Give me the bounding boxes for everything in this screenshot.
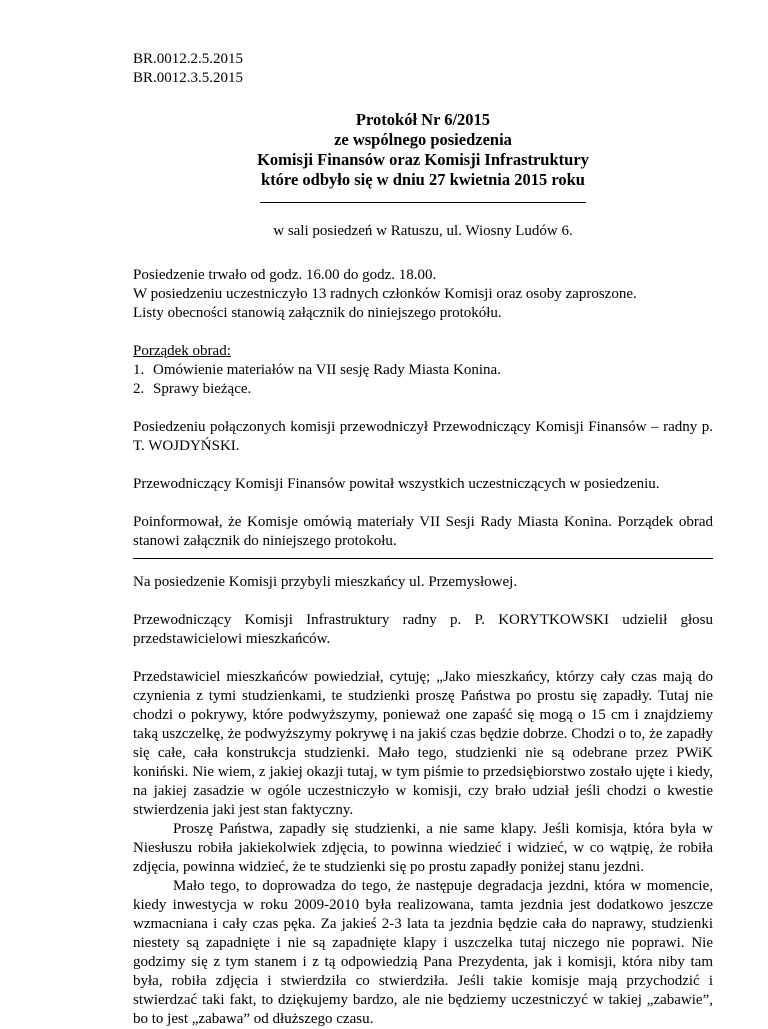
agenda-item [133, 380, 713, 399]
welcome-paragraph: Przewodniczący Komisji Finansów powitał wszystkich uczestniczących w posiedzeniu. [133, 476, 660, 492]
reference-numbers [133, 50, 713, 88]
floor-paragraph: Przewodniczący Komisji Infrastruktury radny p. P. KORYTKOWSKI udzielił głosu przedstawicielowi mieszkańców. [133, 612, 713, 647]
meeting-attendance: Listy obecności stanowią załącznik do niniejszego protokółu. [133, 305, 502, 321]
quote-paragraph: Proszę Państwa, zapadły się studzienki, a nie same klapy. Jeśli komisja, która była w Niesłuszu robiła jakiekolwiek zdjęcia, to powinna wiedzieć i widzieć, w co wątpię, że robiła zdjęcia, powinna widzieć, że te studzienki się po prostu zapadły poniżej stanu jezdni. [133, 821, 713, 875]
agenda-item-number: 1. [133, 362, 145, 378]
meeting-info [133, 266, 713, 323]
agenda-item-text: Omówienie materiałów na VII sesję Rady Miasta Konina. [153, 362, 501, 378]
agenda-list [133, 361, 713, 399]
quote-paragraph: Przedstawiciel mieszkańców powiedział, cytuję; „Jako mieszkańcy, którzy cały czas mają do czynienia z tymi studzienkami, te studzienki proszę Państwa po prostu się zapadły. Tutaj nie chodzi o pokrywy, które podwyższymy, ponieważ one zapaść się mogą o 15 cm i znajdziemy taką uszczelkę, że podwyższymy pokrywę i na jakiś czas będzie dobrze. Chodzi o to, że zapadły się całe, cała konstrukcja studzienki. Mało tego, studzienki nie są odebrane przez PWiK koniński. Nie wiem, z jakiej okazji tutaj, w tym piśmie to przedsiębiorstwo zostało ujęte i kiedy, na jakiej zasadzie w ogóle uczestniczyło w komisji, czy brało udział jeśli chodzi o kwestie stwierdzenia jaki jest stan faktyczny. [133, 669, 713, 818]
section-divider [133, 558, 713, 559]
title-underline [260, 202, 586, 203]
title-line: Protokół Nr 6/2015 [355, 110, 491, 129]
agenda-item-number: 2. [133, 381, 145, 397]
agenda-item-text: Sprawy bieżące. [153, 381, 252, 397]
info-paragraph: Poinformował, że Komisje omówią materiały VII Sesji Rady Miasta Konina. Porządek obrad stanowi załącznik do niniejszego protokołu. [133, 514, 713, 549]
reference-number: BR.0012.2.5.2015 [133, 51, 244, 67]
agenda-heading: Porządek obrad: [133, 343, 231, 359]
venue-line: w sali posiedzeń w Ratuszu, ul. Wiosny Ludów 6. [273, 223, 573, 239]
agenda-item [133, 361, 713, 380]
agenda [133, 342, 713, 399]
meeting-participants: W posiedzeniu uczestniczyło 13 radnych członków Komisji oraz osoby zaproszone. [133, 286, 637, 302]
document-title [133, 110, 713, 190]
quote-paragraph: Mało tego, to doprowadza do tego, że następuje degradacja jezdni, która w momencie, kiedy inwestycja w roku 2009-2010 była realizowana, tamta jezdnia jest dodatkowo jeszcze wzmacniana i cały czas pęka. Za jakieś 2-3 lata ta jezdnia będzie cała do naprawy, studzienki niestety są zapadnięte i nie są zapadnięte klapy i uszczelka tutaj niczego nie poprawi. Nie godzimy się z tym stanem i z tą odpowiedzią Pana Prezydenta, jak i komisji, która niby tam była, robiła zdjęcia i stwierdziła co stwierdziła. Jeśli takie komisje mają przychodzić i stwierdzać taki fakt, to dziękujemy bardzo, ale nie będziemy uczestniczyć w takiej „zabawie”, bo to jest „zabawa” od dłuższego czasu. [133, 878, 713, 1027]
title-line: które odbyło się w dniu 27 kwietnia 2015 roku [261, 170, 585, 189]
reference-number: BR.0012.3.5.2015 [133, 70, 244, 86]
chair-paragraph: Posiedzeniu połączonych komisji przewodniczył Przewodniczący Komisji Finansów – radny p. T. WOJDYŃSKI. [133, 419, 713, 454]
title-line: Komisji Finansów oraz Komisji Infrastruktury [257, 150, 589, 169]
residents-paragraph: Na posiedzenie Komisji przybyli mieszkańcy ul. Przemysłowej. [133, 574, 518, 590]
meeting-time: Posiedzenie trwało od godz. 16.00 do godz. 18.00. [133, 267, 437, 283]
title-line: ze wspólnego posiedzenia [334, 130, 512, 149]
document-page [133, 50, 713, 1029]
